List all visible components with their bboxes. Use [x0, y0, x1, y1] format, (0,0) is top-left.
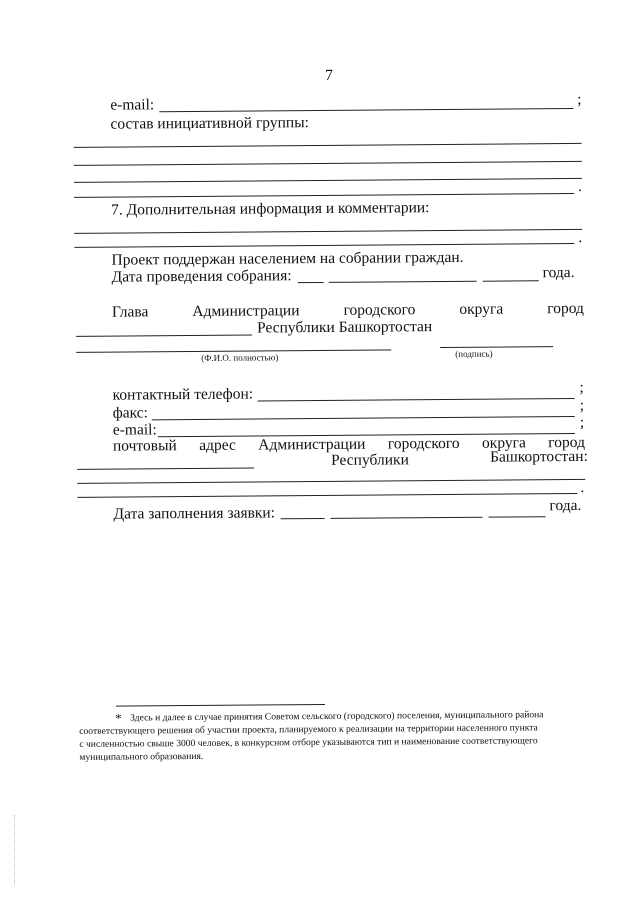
initiative-group-period: .: [577, 177, 582, 195]
footnote-line-2: соответствующего решения об участии проекта, планируемого к реализации на территории населенного пункта: [79, 722, 538, 737]
meeting-date-year-line: [483, 280, 539, 281]
postal-period: .: [580, 478, 585, 496]
postal-word-5: округа: [481, 434, 526, 452]
initiative-group-line-1: [74, 143, 582, 148]
email-label: e-mail:: [110, 96, 155, 114]
head-word-3: городского: [343, 301, 416, 319]
email-semicolon: ;: [577, 90, 582, 108]
fax-line: [152, 416, 575, 420]
meeting-date-label: Дата проведения собрания:: [111, 267, 292, 286]
supported-text: Проект поддержан населением на собрании граждан.: [111, 248, 464, 269]
email2-label: e-mail:: [112, 421, 157, 439]
head-word-5: город: [547, 299, 584, 318]
fax-label: факс:: [112, 404, 149, 422]
contact-phone-line: [258, 398, 575, 401]
postal-word-3: Администрации: [258, 435, 366, 454]
meeting-date-month-line: [329, 281, 477, 283]
postal-word-4: городского: [387, 434, 460, 453]
scan-margin-marks: [14, 815, 17, 885]
footnote-marker: *: [115, 710, 122, 726]
republic-bashkortostan: Республики Башкортостан: [256, 318, 433, 337]
fill-date-day-line: [281, 518, 325, 519]
meeting-date-day-line: [298, 282, 324, 283]
section7-heading: 7. Дополнительная информация и комментарии:: [111, 199, 430, 219]
signature-line: [440, 346, 553, 348]
postal-bashkortostan: Башкортостан:: [489, 447, 588, 466]
postal-line-2: [77, 493, 577, 498]
postal-city-line: [77, 468, 254, 470]
page-number: 7: [324, 66, 333, 84]
meeting-date-year-suffix: года.: [542, 263, 575, 282]
fill-date-month-line: [331, 517, 483, 519]
email2-semicolon: ;: [579, 413, 585, 431]
initiative-group-line-2: [74, 161, 582, 166]
postal-republic: Республики: [331, 451, 409, 469]
fio-caption: (Ф.И.О. полностью): [201, 352, 279, 363]
initiative-group-label: состав инициативной группы:: [110, 114, 309, 133]
section7-period: .: [578, 228, 583, 246]
postal-word-1: почтовый: [112, 437, 177, 455]
signature-caption: (подпись): [455, 348, 493, 359]
fax-semicolon: ;: [579, 396, 585, 414]
fill-date-label: Дата заполнения заявки:: [113, 504, 276, 523]
footnote-separator: [116, 704, 325, 707]
footnote-line-3: с численностью свыше 3000 человек, в конкурсном отборе указываются тип и наименование соответствующего: [79, 735, 538, 750]
fill-date-year-line: [489, 516, 546, 517]
postal-line-1: [77, 479, 585, 484]
section7-line-2: [74, 243, 574, 248]
footnote-line-4: муниципального образования.: [79, 750, 204, 763]
head-word-2: Администрации: [192, 302, 300, 320]
email-underline: [159, 108, 573, 112]
city-name-line: [76, 335, 252, 337]
fill-date-year-suffix: года.: [549, 496, 582, 515]
postal-word-2: адрес: [199, 436, 236, 454]
postal-word-6: город: [548, 433, 585, 452]
head-word-1: Глава: [111, 303, 149, 321]
contact-phone-label: контактный телефон:: [112, 385, 254, 404]
contact-phone-semicolon: ;: [579, 378, 584, 396]
initiative-group-line-3: [74, 178, 582, 183]
initiative-group-line-4: [74, 193, 574, 198]
footnote-line-1: Здесь и далее в случае принятия Советом сельского (городского) поселения, муниципального района: [130, 709, 544, 724]
head-word-4: округа: [459, 300, 504, 318]
section7-line-1: [74, 229, 582, 234]
